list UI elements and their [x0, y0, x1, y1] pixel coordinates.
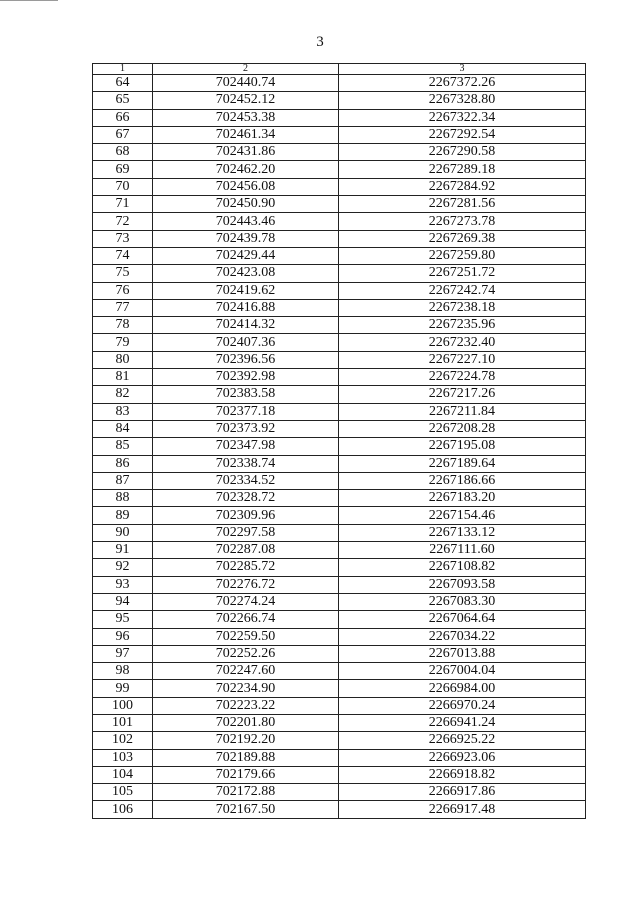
x-coordinate-cell: 702431.86: [153, 144, 339, 161]
table-row: [93, 559, 586, 576]
y-coordinate-cell: 2267238.18: [339, 299, 586, 316]
x-coordinate-cell: 702338.74: [153, 455, 339, 472]
x-coordinate-cell: 702259.50: [153, 628, 339, 645]
x-coordinate-cell: 702201.80: [153, 714, 339, 731]
y-coordinate-cell: 2267273.78: [339, 213, 586, 230]
y-coordinate-cell: 2267227.10: [339, 351, 586, 368]
x-coordinate-cell: 702377.18: [153, 403, 339, 420]
y-coordinate-cell: 2267186.66: [339, 472, 586, 489]
point-number-cell: 101: [93, 714, 153, 731]
y-coordinate-cell: 2267211.84: [339, 403, 586, 420]
x-coordinate-cell: 702429.44: [153, 247, 339, 264]
y-coordinate-cell: 2266941.24: [339, 714, 586, 731]
point-number-cell: 87: [93, 472, 153, 489]
y-coordinate-cell: 2266917.86: [339, 784, 586, 801]
table-row: [93, 420, 586, 437]
table-row: [93, 507, 586, 524]
y-coordinate-cell: 2267251.72: [339, 265, 586, 282]
y-coordinate-cell: 2267232.40: [339, 334, 586, 351]
table-row: [93, 542, 586, 559]
table-row: [93, 161, 586, 178]
x-coordinate-cell: 702443.46: [153, 213, 339, 230]
point-number-cell: 88: [93, 490, 153, 507]
x-coordinate-cell: 702309.96: [153, 507, 339, 524]
coordinates-table: [92, 63, 586, 819]
y-coordinate-cell: 2267328.80: [339, 92, 586, 109]
x-coordinate-cell: 702392.98: [153, 369, 339, 386]
table-row: [93, 749, 586, 766]
y-coordinate-cell: 2267289.18: [339, 161, 586, 178]
table-row: [93, 576, 586, 593]
y-coordinate-cell: 2267290.58: [339, 144, 586, 161]
y-coordinate-cell: 2267281.56: [339, 196, 586, 213]
y-coordinate-cell: 2267183.20: [339, 490, 586, 507]
point-number-cell: 103: [93, 749, 153, 766]
x-coordinate-cell: 702440.74: [153, 75, 339, 92]
table-body: [93, 75, 586, 819]
x-coordinate-cell: 702223.22: [153, 697, 339, 714]
point-number-cell: 64: [93, 75, 153, 92]
table-row: [93, 334, 586, 351]
x-coordinate-cell: 702285.72: [153, 559, 339, 576]
y-coordinate-cell: 2266917.48: [339, 801, 586, 818]
y-coordinate-cell: 2267093.58: [339, 576, 586, 593]
x-coordinate-cell: 702172.88: [153, 784, 339, 801]
point-number-cell: 68: [93, 144, 153, 161]
y-coordinate-cell: 2267235.96: [339, 317, 586, 334]
table-row: [93, 766, 586, 783]
point-number-cell: 98: [93, 663, 153, 680]
scan-edge-mark: [0, 0, 58, 1]
point-number-cell: 91: [93, 542, 153, 559]
table-row: [93, 351, 586, 368]
table-row: [93, 265, 586, 282]
y-coordinate-cell: 2267195.08: [339, 438, 586, 455]
y-coordinate-cell: 2267108.82: [339, 559, 586, 576]
x-coordinate-cell: 702287.08: [153, 542, 339, 559]
table-row: [93, 230, 586, 247]
y-coordinate-cell: 2267259.80: [339, 247, 586, 264]
point-number-cell: 75: [93, 265, 153, 282]
point-number-cell: 96: [93, 628, 153, 645]
x-coordinate-cell: 702419.62: [153, 282, 339, 299]
y-coordinate-cell: 2267322.34: [339, 109, 586, 126]
x-coordinate-cell: 702252.26: [153, 645, 339, 662]
point-number-cell: 99: [93, 680, 153, 697]
x-coordinate-cell: 702297.58: [153, 524, 339, 541]
x-coordinate-cell: 702179.66: [153, 766, 339, 783]
y-coordinate-cell: 2266970.24: [339, 697, 586, 714]
x-coordinate-cell: 702373.92: [153, 420, 339, 437]
point-number-cell: 94: [93, 593, 153, 610]
y-coordinate-cell: 2267013.88: [339, 645, 586, 662]
table-row: [93, 680, 586, 697]
point-number-cell: 73: [93, 230, 153, 247]
table-row: [93, 784, 586, 801]
y-coordinate-cell: 2267154.46: [339, 507, 586, 524]
table-row: [93, 714, 586, 731]
table-header: [93, 64, 586, 75]
table-row: [93, 438, 586, 455]
point-number-cell: 76: [93, 282, 153, 299]
y-coordinate-cell: 2267372.26: [339, 75, 586, 92]
x-coordinate-cell: 702450.90: [153, 196, 339, 213]
table-row: [93, 178, 586, 195]
y-coordinate-cell: 2267224.78: [339, 369, 586, 386]
table-row: [93, 663, 586, 680]
point-number-cell: 70: [93, 178, 153, 195]
point-number-cell: 71: [93, 196, 153, 213]
point-number-cell: 105: [93, 784, 153, 801]
point-number-cell: 102: [93, 732, 153, 749]
table-row: [93, 697, 586, 714]
column-header-3: 3: [339, 64, 586, 75]
x-coordinate-cell: 702439.78: [153, 230, 339, 247]
table-row: [93, 490, 586, 507]
table-row: [93, 213, 586, 230]
point-number-cell: 83: [93, 403, 153, 420]
table-row: [93, 403, 586, 420]
table-row: [93, 524, 586, 541]
table-row: [93, 75, 586, 92]
point-number-cell: 67: [93, 126, 153, 143]
table-row: [93, 109, 586, 126]
x-coordinate-cell: 702396.56: [153, 351, 339, 368]
x-coordinate-cell: 702453.38: [153, 109, 339, 126]
x-coordinate-cell: 702234.90: [153, 680, 339, 697]
table-row: [93, 144, 586, 161]
table-row: [93, 247, 586, 264]
y-coordinate-cell: 2267269.38: [339, 230, 586, 247]
column-header-1: 1: [93, 64, 153, 75]
point-number-cell: 65: [93, 92, 153, 109]
x-coordinate-cell: 702266.74: [153, 611, 339, 628]
y-coordinate-cell: 2266984.00: [339, 680, 586, 697]
point-number-cell: 89: [93, 507, 153, 524]
point-number-cell: 82: [93, 386, 153, 403]
point-number-cell: 86: [93, 455, 153, 472]
x-coordinate-cell: 702192.20: [153, 732, 339, 749]
y-coordinate-cell: 2267208.28: [339, 420, 586, 437]
y-coordinate-cell: 2267111.60: [339, 542, 586, 559]
table-row: [93, 593, 586, 610]
x-coordinate-cell: 702274.24: [153, 593, 339, 610]
x-coordinate-cell: 702347.98: [153, 438, 339, 455]
x-coordinate-cell: 702276.72: [153, 576, 339, 593]
x-coordinate-cell: 702383.58: [153, 386, 339, 403]
point-number-cell: 90: [93, 524, 153, 541]
point-number-cell: 85: [93, 438, 153, 455]
table-row: [93, 369, 586, 386]
header-row: [93, 64, 586, 75]
y-coordinate-cell: 2267034.22: [339, 628, 586, 645]
point-number-cell: 106: [93, 801, 153, 818]
x-coordinate-cell: 702456.08: [153, 178, 339, 195]
point-number-cell: 97: [93, 645, 153, 662]
y-coordinate-cell: 2266925.22: [339, 732, 586, 749]
y-coordinate-cell: 2267242.74: [339, 282, 586, 299]
point-number-cell: 84: [93, 420, 153, 437]
y-coordinate-cell: 2267004.04: [339, 663, 586, 680]
table-row: [93, 386, 586, 403]
x-coordinate-cell: 702189.88: [153, 749, 339, 766]
point-number-cell: 80: [93, 351, 153, 368]
point-number-cell: 81: [93, 369, 153, 386]
column-header-2: 2: [153, 64, 339, 75]
x-coordinate-cell: 702462.20: [153, 161, 339, 178]
x-coordinate-cell: 702416.88: [153, 299, 339, 316]
x-coordinate-cell: 702423.08: [153, 265, 339, 282]
y-coordinate-cell: 2266918.82: [339, 766, 586, 783]
point-number-cell: 79: [93, 334, 153, 351]
table-row: [93, 196, 586, 213]
table-row: [93, 282, 586, 299]
y-coordinate-cell: 2267083.30: [339, 593, 586, 610]
y-coordinate-cell: 2267133.12: [339, 524, 586, 541]
point-number-cell: 104: [93, 766, 153, 783]
y-coordinate-cell: 2267284.92: [339, 178, 586, 195]
y-coordinate-cell: 2267292.54: [339, 126, 586, 143]
point-number-cell: 95: [93, 611, 153, 628]
point-number-cell: 74: [93, 247, 153, 264]
x-coordinate-cell: 702407.36: [153, 334, 339, 351]
point-number-cell: 93: [93, 576, 153, 593]
table-row: [93, 645, 586, 662]
page-number: 3: [316, 34, 324, 50]
table-row: [93, 732, 586, 749]
table-row: [93, 628, 586, 645]
table-row: [93, 455, 586, 472]
x-coordinate-cell: 702461.34: [153, 126, 339, 143]
y-coordinate-cell: 2267189.64: [339, 455, 586, 472]
table-row: [93, 299, 586, 316]
table-row: [93, 126, 586, 143]
table-row: [93, 92, 586, 109]
point-number-cell: 66: [93, 109, 153, 126]
y-coordinate-cell: 2267064.64: [339, 611, 586, 628]
x-coordinate-cell: 702328.72: [153, 490, 339, 507]
x-coordinate-cell: 702414.32: [153, 317, 339, 334]
x-coordinate-cell: 702334.52: [153, 472, 339, 489]
y-coordinate-cell: 2266923.06: [339, 749, 586, 766]
x-coordinate-cell: 702247.60: [153, 663, 339, 680]
point-number-cell: 69: [93, 161, 153, 178]
point-number-cell: 77: [93, 299, 153, 316]
x-coordinate-cell: 702167.50: [153, 801, 339, 818]
table-row: [93, 611, 586, 628]
table-row: [93, 317, 586, 334]
y-coordinate-cell: 2267217.26: [339, 386, 586, 403]
point-number-cell: 100: [93, 697, 153, 714]
point-number-cell: 78: [93, 317, 153, 334]
point-number-cell: 92: [93, 559, 153, 576]
table-row: [93, 472, 586, 489]
table-row: [93, 801, 586, 818]
point-number-cell: 72: [93, 213, 153, 230]
x-coordinate-cell: 702452.12: [153, 92, 339, 109]
